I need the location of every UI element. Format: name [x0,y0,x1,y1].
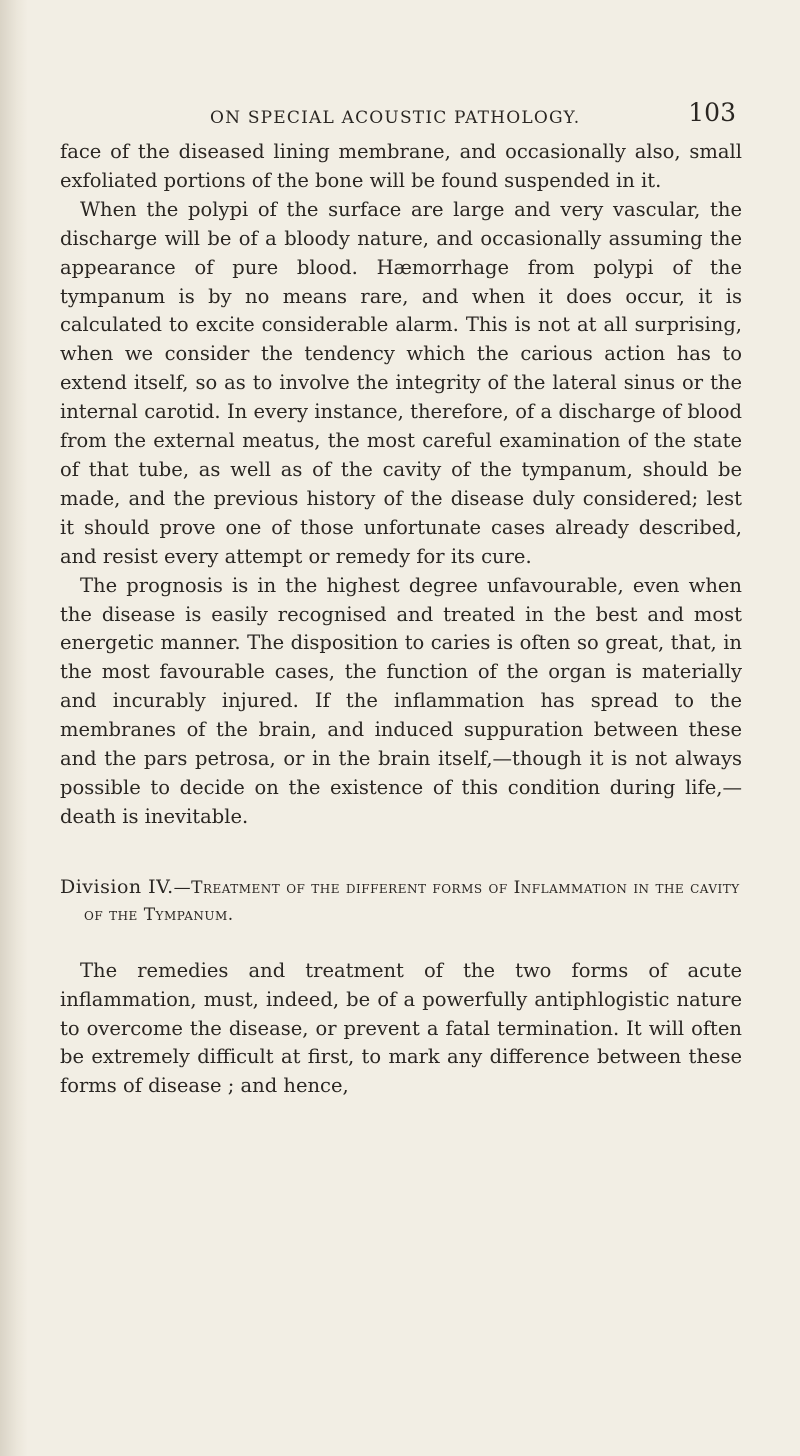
division-title: —Treatment of the different forms of Inflammation in the cavity of the Tympanum. [84,877,740,925]
running-head-title: ON SPECIAL ACOUSTIC PATHOLOGY. [210,108,581,128]
page-edge-shadow [0,0,28,1456]
book-page [60,86,742,1101]
paragraph-remedies: The remedies and treatment of the two forms of acute inflammation, must, indeed, be of a powerfully antiphlogistic nature to overcome the disease, or prevent a fatal termination. It will often be extremely difficult at first, to mark any difference between these forms of disease ; and hence, [60,958,742,1098]
running-head [60,86,742,126]
division-label: Division IV. [60,875,174,898]
page-number: 103 [688,98,736,127]
division-heading [60,874,742,929]
paragraph-haemorrhage: When the polypi of the surface are large and very vascular, the discharge will be of a bloody nature, and occasionally assuming the appearance of pure blood. Hæmorrhage from polypi of the tympanum is by no means rare, and when it does occur, it is calculated to excite considerable alarm. This is not at all surprising, when we consider the tendency which the carious action has to extend itself, so as to involve the integrity of the lateral sinus or the internal carotid. In every instance, therefore, of a discharge of blood from the external meatus, the most careful examination of the state of that tube, as well as of the cavity of the tympanum, should be made, and the previous history of the disease duly considered; lest it should prove one of those unfortunate cases already described, and resist every attempt or remedy for its cure. [60,197,742,568]
paragraph-prognosis: The prognosis is in the highest degree unfavourable, even when the disease is easily recognised and treated in the best and most energetic manner. The disposition to caries is often so great, that, in the most favourable cases, the function of the organ is materially and incurably injured. If the inflammation has spread to the membranes of the brain, and induced suppuration between these and the pars petrosa, or in the brain itself,—though it is not always possible to decide on the existence of this condition during life,—death is inevitable. [60,573,742,828]
paragraph-continued: face of the diseased lining membrane, and occasionally also, small exfoliated portions of the bone will be found suspended in it. [60,140,742,192]
